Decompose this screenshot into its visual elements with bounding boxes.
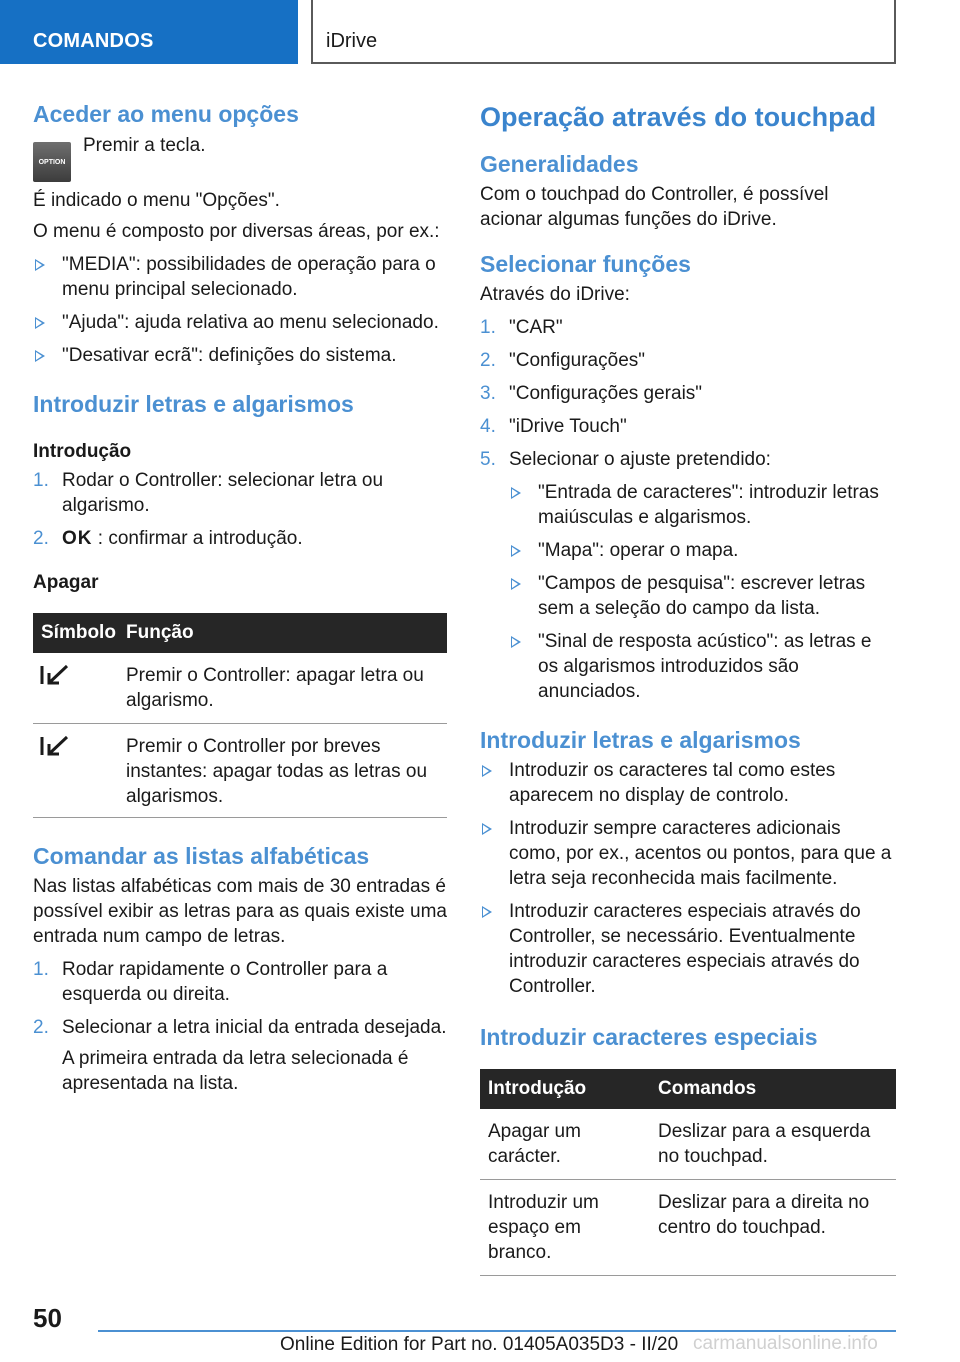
table-cell: Deslizar para a esquerda no touchpad. xyxy=(658,1109,896,1180)
watermark: carmanualsonline.info xyxy=(693,1333,878,1354)
list-item: 1. "CAR" xyxy=(480,317,563,338)
options-heading: Aceder ao menu opções xyxy=(33,101,299,127)
table-cell: Premir o Controller: apagar letra ou algarismo. xyxy=(126,653,447,724)
table-header-commands: Comandos xyxy=(658,1069,896,1109)
list-item: "Ajuda": ajuda relativa ao menu selecionado. xyxy=(33,310,447,335)
triangle-bullet-icon xyxy=(511,636,521,648)
triangle-bullet-icon xyxy=(35,350,45,362)
option-key-row xyxy=(33,134,447,182)
triangle-bullet-icon xyxy=(511,578,521,590)
list-item: 2. OK : confirmar a introdução. xyxy=(33,528,303,549)
footer-divider xyxy=(98,1330,896,1332)
special-heading: Introduzir caracteres especiais xyxy=(480,1024,818,1050)
options-list xyxy=(33,252,447,368)
delete-arrow-icon xyxy=(39,663,71,687)
touchpad-title: Operação através do touchpad xyxy=(480,102,877,132)
list-item: 2. "Configurações" xyxy=(480,350,646,371)
table-cell: Deslizar para a direita no centro do touchpad. xyxy=(658,1180,896,1276)
triangle-bullet-icon xyxy=(482,823,492,835)
special-table xyxy=(480,1069,896,1276)
press-key-text: Premir a tecla. xyxy=(83,135,206,156)
triangle-bullet-icon xyxy=(511,487,521,499)
delete-heading: Apagar xyxy=(33,572,99,593)
list-item: Introduzir caracteres especiais através do Controller, se necessário. Eventualmente introduzir caracteres especiais através do Controller. xyxy=(480,899,896,999)
triangle-bullet-icon xyxy=(511,545,521,557)
touch-letters-heading: Introduzir letras e algarismos xyxy=(480,727,801,753)
general-body: Com o touchpad do Controller, é possível acionar algumas funções do iDrive. xyxy=(480,184,829,230)
alpha-heading: Comandar as listas alfabéticas xyxy=(33,843,370,869)
list-item: "Mapa": operar o mapa. xyxy=(509,538,896,563)
select-lead: Através do iDrive: xyxy=(480,284,630,305)
setting-options-list xyxy=(509,480,896,704)
list-item: 1. Rodar rapidamente o Controller para a esquerda ou direita. xyxy=(33,959,388,1005)
table-cell: Apagar um carácter. xyxy=(480,1109,658,1180)
delete-table xyxy=(33,613,447,818)
options-shown-text: É indicado o menu "Opções". xyxy=(33,190,280,211)
delete-arrow-icon xyxy=(39,734,71,758)
triangle-bullet-icon xyxy=(482,906,492,918)
list-item: Introduzir sempre caracteres adicionais como, por ex., acentos ou pontos, para que a letra seja reconhecida mais facilmente. xyxy=(480,816,896,891)
left-column xyxy=(33,100,447,1096)
list-item: "Desativar ecrã": definições do sistema. xyxy=(33,343,447,368)
triangle-bullet-icon xyxy=(35,317,45,329)
letters-heading: Introduzir letras e algarismos xyxy=(33,391,354,417)
intro-steps xyxy=(33,468,447,551)
list-item: Introduzir os caracteres tal como estes aparecem no display de controlo. xyxy=(480,758,896,808)
list-item: 4. "iDrive Touch" xyxy=(480,416,627,437)
touch-letters-list xyxy=(480,758,896,999)
option-key-icon: OPTION xyxy=(33,142,71,182)
intro-heading: Introdução xyxy=(33,441,132,462)
table-row xyxy=(480,1180,896,1276)
alpha-body: Nas listas alfabéticas com mais de 30 entradas é possível exibir as letras para as quais existe uma entrada num campo de letras. xyxy=(33,876,447,947)
list-item: "Sinal de resposta acústico": as letras e os algarismos introduzidos são anunciados. xyxy=(509,629,896,704)
options-composed-text: O menu é composto por diversas áreas, por ex.: xyxy=(33,221,440,242)
list-item: "MEDIA": possibilidades de operação para o menu principal selecionado. xyxy=(33,252,447,302)
list-item: "Entrada de caracteres": introduzir letras maiúsculas e algarismos. xyxy=(509,480,896,530)
right-column xyxy=(480,100,896,1276)
triangle-bullet-icon xyxy=(35,259,45,271)
select-heading: Selecionar funções xyxy=(480,251,691,277)
table-header-symbol: Símbolo xyxy=(33,613,126,653)
header-section-tab: COMANDOS xyxy=(0,0,298,64)
footer-edition: Online Edition for Part no. 01405A035D3 - II/20 xyxy=(280,1334,679,1355)
alpha-note: A primeira entrada da letra selecionada é apresentada na lista. xyxy=(62,1048,409,1094)
table-cell: Premir o Controller por breves instantes: apagar todas as letras ou algarismos. xyxy=(126,724,447,818)
list-item: "Campos de pesquisa": escrever letras sem a seleção do campo da lista. xyxy=(509,571,896,621)
list-item: 2. Selecionar a letra inicial da entrada desejada. xyxy=(33,1017,447,1038)
ok-icon: OK xyxy=(62,528,93,549)
list-item: 1. Rodar o Controller: selecionar letra ou algarismo. xyxy=(33,470,384,516)
select-steps xyxy=(480,315,896,704)
list-item: 5. Selecionar o ajuste pretendido: "Entrada de caracteres": introduzir letras maiúsculas e algarismos. "Mapa": operar o mapa. "Campos de pesquisa": escrever letras sem a seleção do campo da lista. "Sinal de resposta acústico": as letras e os algarismos introduzidos são anunciados. xyxy=(480,447,896,704)
table-header-input: Introdução xyxy=(480,1069,658,1109)
header-chapter-title: iDrive xyxy=(311,0,896,64)
triangle-bullet-icon xyxy=(482,765,492,777)
page-number: 50 xyxy=(33,1303,62,1333)
table-row xyxy=(33,653,447,724)
table-row xyxy=(480,1109,896,1180)
table-row xyxy=(33,724,447,818)
general-heading: Generalidades xyxy=(480,151,639,177)
table-header-function: Função xyxy=(126,613,447,653)
alpha-steps xyxy=(33,957,447,1040)
table-cell: Introduzir um espaço em branco. xyxy=(480,1180,658,1276)
list-item: 3. "Configurações gerais" xyxy=(480,383,703,404)
